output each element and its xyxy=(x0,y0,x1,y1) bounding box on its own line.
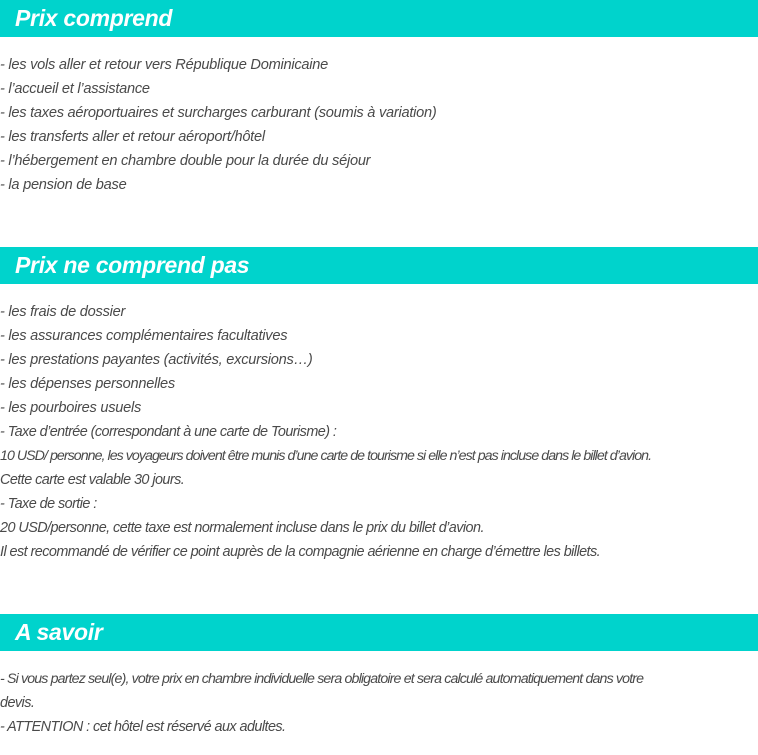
list-item: - les dépenses personnelles xyxy=(0,376,175,392)
list-item: 10 USD/ personne, les voyageurs doivent être munis d’une carte de tourisme si elle n’est pas incluse dans le billet d’avion. xyxy=(0,448,652,464)
list-item: - les taxes aéroportuaires et surcharges carburant (soumis à variation) xyxy=(0,105,437,121)
section-title: A savoir xyxy=(15,619,103,645)
list-item: - les pourboires usuels xyxy=(0,400,142,416)
list-item: - les prestations payantes (activités, excursions…) xyxy=(0,352,313,368)
section-header-prix-comprend xyxy=(0,0,758,37)
included-list xyxy=(0,53,758,197)
section-header-prix-ne-comprend-pas xyxy=(0,247,758,284)
section-header-a-savoir xyxy=(0,614,758,651)
list-item: - les frais de dossier xyxy=(0,304,126,320)
list-item: - les transferts aller et retour aéroport/hôtel xyxy=(0,129,265,145)
section-title: Prix comprend xyxy=(15,5,173,31)
list-item: - les vols aller et retour vers République Dominicaine xyxy=(0,57,328,73)
list-item: - les assurances complémentaires facultatives xyxy=(0,328,288,344)
notes-list xyxy=(0,667,758,739)
excluded-list xyxy=(0,300,758,564)
list-item: Il est recommandé de vérifier ce point auprès de la compagnie aérienne en charge d’émettre les billets. xyxy=(0,544,601,560)
list-item: - ATTENTION : cet hôtel est réservé aux adultes. xyxy=(0,719,286,735)
list-item: - Taxe de sortie : xyxy=(0,496,97,512)
list-item: Cette carte est valable 30 jours. xyxy=(0,472,185,488)
list-item: devis. xyxy=(0,695,35,711)
list-item: - l’accueil et l’assistance xyxy=(0,81,150,97)
list-item: - la pension de base xyxy=(0,177,127,193)
list-item: 20 USD/personne, cette taxe est normalement incluse dans le prix du billet d’avion. xyxy=(0,520,484,536)
section-title: Prix ne comprend pas xyxy=(15,252,250,278)
list-item: - Taxe d’entrée (correspondant à une carte de Tourisme) : xyxy=(0,424,337,440)
list-item: - Si vous partez seul(e), votre prix en chambre individuelle sera obligatoire et sera calculé automatiquement dans votre xyxy=(0,671,644,687)
list-item: - l’hébergement en chambre double pour la durée du séjour xyxy=(0,153,371,169)
